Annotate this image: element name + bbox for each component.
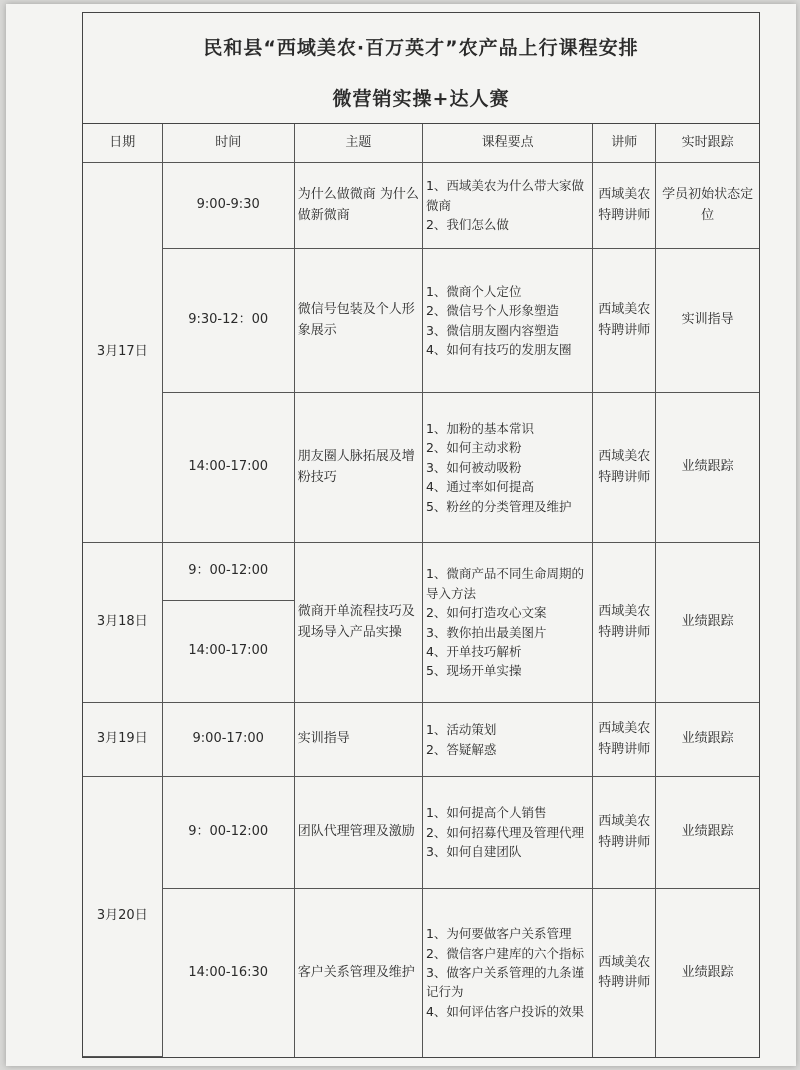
course-point: 5、粉丝的分类管理及维护 (425, 498, 572, 514)
course-point: 3、如何被动吸粉 (425, 459, 522, 475)
course-point: 1、如何提高个人销售 (425, 805, 547, 821)
course-point: 2、微信号个人形象塑造 (425, 303, 559, 319)
course-point: 1、为何要做客户关系管理 (425, 926, 572, 942)
track-cell: 学员初始状态定位 (656, 163, 759, 249)
course-point: 1、活动策划 (425, 722, 497, 738)
points-cell (422, 703, 592, 777)
topic-cell: 微信号包装及个人形象展示 (294, 249, 422, 393)
course-point: 2、如何主动求粉 (425, 440, 522, 456)
points-cell (422, 163, 592, 249)
header-time: 时间 (162, 124, 294, 163)
table-row (83, 703, 759, 777)
table-row (83, 543, 759, 601)
topic-cell: 朋友圈人脉拓展及增粉技巧 (294, 393, 422, 543)
course-point: 4、如何评估客户投诉的效果 (425, 1003, 584, 1019)
points-cell (422, 543, 592, 703)
teacher-cell: 西域美农特聘讲师 (593, 543, 656, 703)
table-row (83, 889, 759, 1057)
date-cell: 3月19日 (83, 703, 162, 777)
points-cell (422, 393, 592, 543)
course-point: 1、微商产品不同生命周期的导入方法 (425, 566, 584, 601)
course-point: 3、微信朋友圈内容塑造 (425, 322, 559, 338)
title-block (83, 13, 759, 124)
date-cell: 3月18日 (83, 543, 162, 703)
course-point: 2、如何打造攻心文案 (425, 605, 547, 621)
teacher-cell: 西域美农特聘讲师 (593, 889, 656, 1057)
header-date: 日期 (83, 124, 162, 163)
date-cell: 3月17日 (83, 163, 162, 543)
course-point: 5、现场开单实操 (425, 663, 522, 679)
time-cell: 9:30-12：00 (162, 249, 294, 393)
header-topic: 主题 (294, 124, 422, 163)
track-cell: 业绩跟踪 (656, 889, 759, 1057)
course-point: 1、西域美农为什么带大家做微商 (425, 178, 584, 213)
course-point: 3、如何自建团队 (425, 844, 522, 860)
table-row (83, 249, 759, 393)
table-row (83, 393, 759, 543)
paper-sheet (6, 4, 796, 1066)
table-row (83, 163, 759, 249)
track-cell: 业绩跟踪 (656, 393, 759, 543)
track-cell: 实训指导 (656, 249, 759, 393)
date-cell: 3月20日 (83, 777, 162, 1057)
course-point: 4、如何有技巧的发朋友圈 (425, 341, 572, 357)
track-cell: 业绩跟踪 (656, 543, 759, 703)
topic-cell: 客户关系管理及维护 (294, 889, 422, 1057)
teacher-cell: 西域美农特聘讲师 (593, 163, 656, 249)
time-cell: 9:00-17:00 (162, 703, 294, 777)
track-cell: 业绩跟踪 (656, 777, 759, 889)
time-cell: 9：00-12:00 (162, 543, 294, 601)
topic-cell: 为什么做微商 为什么做新微商 (294, 163, 422, 249)
time-cell: 14:00-17:00 (162, 393, 294, 543)
course-point: 2、如何招募代理及管理代理 (425, 824, 584, 840)
teacher-cell: 西域美农特聘讲师 (593, 249, 656, 393)
schedule-document (82, 12, 760, 1058)
header-track: 实时跟踪 (656, 124, 759, 163)
document-title: 民和县“西域美农·百万英才”农产品上行课程安排 (203, 37, 639, 59)
header-teacher: 讲师 (593, 124, 656, 163)
header-points: 课程要点 (422, 124, 592, 163)
topic-cell: 实训指导 (294, 703, 422, 777)
topic-cell: 团队代理管理及激励 (294, 777, 422, 889)
points-cell (422, 777, 592, 889)
course-point: 4、开单技巧解析 (425, 643, 522, 659)
teacher-cell: 西域美农特聘讲师 (593, 703, 656, 777)
document-subtitle: 微营销实操+达人赛 (332, 88, 510, 110)
course-point: 1、加粉的基本常识 (425, 421, 534, 437)
course-point: 2、我们怎么做 (425, 217, 509, 233)
course-point: 4、通过率如何提高 (425, 479, 534, 495)
teacher-cell: 西域美农特聘讲师 (593, 777, 656, 889)
time-cell: 9：00-12:00 (162, 777, 294, 889)
teacher-cell: 西域美农特聘讲师 (593, 393, 656, 543)
topic-cell: 微商开单流程技巧及现场导入产品实操 (294, 543, 422, 703)
track-cell: 业绩跟踪 (656, 703, 759, 777)
points-cell (422, 889, 592, 1057)
course-point: 2、答疑解惑 (425, 741, 497, 757)
course-point: 1、微商个人定位 (425, 283, 522, 299)
time-cell: 14:00-17:00 (162, 601, 294, 703)
points-cell (422, 249, 592, 393)
time-cell: 14:00-16:30 (162, 889, 294, 1057)
course-point: 2、微信客户建库的六个指标 3、做客户关系管理的九条谨记行为 (425, 945, 584, 1000)
header-row (83, 124, 759, 163)
schedule-table (83, 124, 759, 1057)
table-row (83, 777, 759, 889)
time-cell: 9:00-9:30 (162, 163, 294, 249)
course-point: 3、教你拍出最美图片 (425, 624, 547, 640)
